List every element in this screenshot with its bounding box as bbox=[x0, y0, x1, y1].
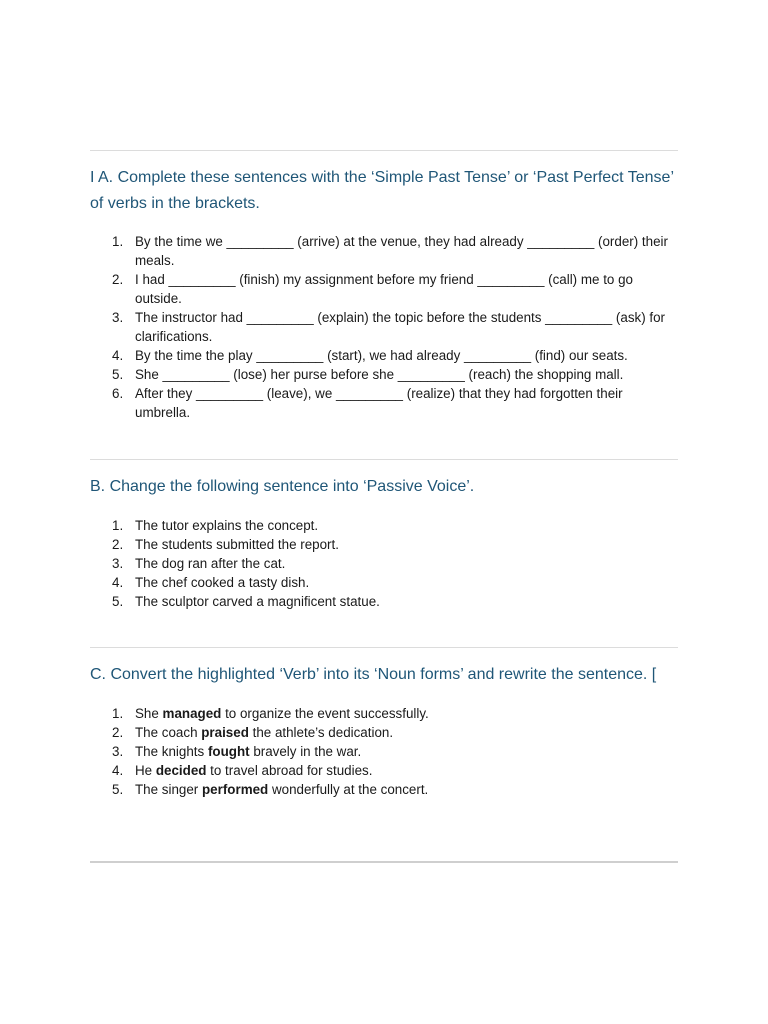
item-text: After they _________ (leave), we _________ (realize) that they had forgotten their umbrella. bbox=[135, 386, 623, 420]
list-item bbox=[90, 704, 678, 723]
list-item bbox=[90, 384, 678, 422]
list-item bbox=[90, 723, 678, 742]
item-text: I had _________ (finish) my assignment before my friend _________ (call) me to go outside. bbox=[135, 272, 633, 306]
item-text-post: bravely in the war. bbox=[249, 744, 362, 759]
list-item bbox=[90, 592, 678, 611]
section-a bbox=[90, 165, 678, 422]
section-a-list bbox=[90, 232, 678, 422]
item-text-pre: She bbox=[135, 706, 163, 721]
item-number: 5. bbox=[112, 782, 124, 797]
item-text: The instructor had _________ (explain) the topic before the students _________ (ask) for clarifications. bbox=[135, 310, 666, 344]
list-item bbox=[90, 346, 678, 365]
list-item bbox=[90, 780, 678, 799]
item-number: 2. bbox=[112, 725, 124, 740]
item-text-pre: The coach bbox=[135, 725, 202, 740]
highlighted-verb: praised bbox=[201, 725, 249, 740]
divider-a-b bbox=[90, 459, 678, 460]
item-number: 4. bbox=[112, 575, 124, 590]
item-text: The tutor explains the concept. bbox=[135, 518, 319, 533]
highlighted-verb: decided bbox=[155, 763, 207, 778]
item-number: 1. bbox=[112, 706, 124, 721]
section-b-list bbox=[90, 516, 678, 611]
item-number: 1. bbox=[112, 518, 124, 533]
section-c-heading: C. Convert the highlighted ‘Verb’ into its ‘Noun forms’ and rewrite the sentence. [ bbox=[90, 666, 657, 683]
item-text-pre: He bbox=[135, 763, 156, 778]
item-number: 3. bbox=[112, 310, 124, 325]
item-text-post: to organize the event successfully. bbox=[221, 706, 429, 721]
list-item bbox=[90, 516, 678, 535]
highlighted-verb: fought bbox=[207, 744, 250, 759]
item-text: The students submitted the report. bbox=[135, 537, 339, 552]
highlighted-verb: performed bbox=[202, 782, 269, 797]
list-item bbox=[90, 270, 678, 308]
section-b-heading: B. Change the following sentence into ‘Passive Voice’. bbox=[90, 478, 475, 495]
item-text: By the time we _________ (arrive) at the venue, they had already _________ (order) their meals. bbox=[135, 234, 668, 268]
item-number: 4. bbox=[112, 348, 124, 363]
item-text: The dog ran after the cat. bbox=[135, 556, 286, 571]
highlighted-verb: managed bbox=[162, 706, 222, 721]
item-text: She _________ (lose) her purse before she _________ (reach) the shopping mall. bbox=[135, 367, 624, 382]
item-number: 5. bbox=[112, 594, 124, 609]
item-text-pre: The knights bbox=[135, 744, 208, 759]
item-text-post: to travel abroad for studies. bbox=[206, 763, 373, 778]
section-c-list bbox=[90, 704, 678, 799]
list-item bbox=[90, 554, 678, 573]
section-a-heading: I A. Complete these sentences with the ‘Simple Past Tense’ or ‘Past Perfect Tense’ of verbs in the brackets. bbox=[90, 169, 674, 212]
item-number: 3. bbox=[112, 556, 124, 571]
divider-bottom bbox=[90, 861, 678, 863]
item-number: 6. bbox=[112, 386, 124, 401]
list-item bbox=[90, 761, 678, 780]
divider-top bbox=[90, 150, 678, 151]
item-text: The sculptor carved a magnificent statue. bbox=[135, 594, 380, 609]
section-b bbox=[90, 474, 678, 611]
item-text: The chef cooked a tasty dish. bbox=[135, 575, 310, 590]
item-text: By the time the play _________ (start), we had already _________ (find) our seats. bbox=[135, 348, 628, 363]
item-number: 1. bbox=[112, 234, 124, 249]
list-item bbox=[90, 308, 678, 346]
list-item bbox=[90, 573, 678, 592]
divider-b-c bbox=[90, 647, 678, 648]
item-text-post: wonderfully at the concert. bbox=[268, 782, 429, 797]
item-number: 4. bbox=[112, 763, 124, 778]
list-item bbox=[90, 742, 678, 761]
item-text-post: the athlete’s dedication. bbox=[248, 725, 394, 740]
list-item bbox=[90, 535, 678, 554]
item-number: 2. bbox=[112, 537, 124, 552]
item-number: 2. bbox=[112, 272, 124, 287]
section-c bbox=[90, 662, 678, 799]
item-number: 5. bbox=[112, 367, 124, 382]
list-item bbox=[90, 232, 678, 270]
item-text-pre: The singer bbox=[135, 782, 202, 797]
item-number: 3. bbox=[112, 744, 124, 759]
list-item bbox=[90, 365, 678, 384]
